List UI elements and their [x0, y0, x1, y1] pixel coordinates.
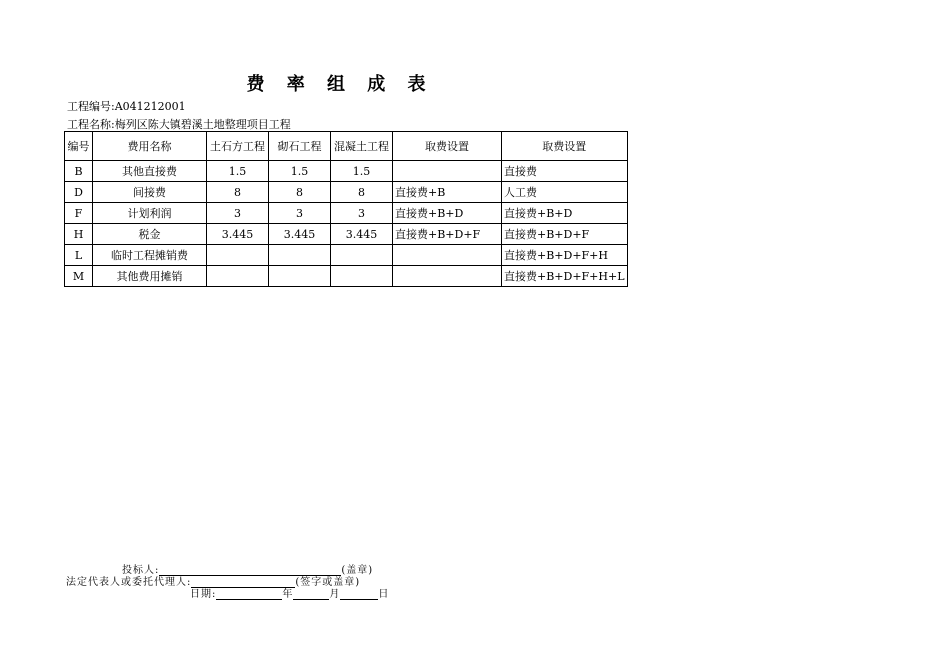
- cell-fee1: [393, 245, 502, 266]
- cell-code: D: [65, 182, 93, 203]
- project-name: 工程名称:梅列区陈大镇碧溪土地整理项目工程: [67, 118, 291, 131]
- day-blank: [340, 589, 378, 600]
- table-row: [65, 182, 628, 203]
- cell-earth: 8: [207, 182, 269, 203]
- date-line: [190, 585, 389, 600]
- table-row: [65, 161, 628, 182]
- header-code: 编号: [65, 132, 93, 161]
- cell-fee2: 直接费+B+D+F+H: [502, 245, 628, 266]
- cell-masonry: 3: [269, 203, 331, 224]
- cell-fee2: 直接费: [502, 161, 628, 182]
- cell-concrete: [331, 266, 393, 287]
- cell-fee2: 直接费+B+D+F: [502, 224, 628, 245]
- table-row: [65, 245, 628, 266]
- representative-note: (签字或盖章): [295, 577, 361, 588]
- header-fee-setting-1: 取费设置: [393, 132, 502, 161]
- cell-code: L: [65, 245, 93, 266]
- header-fee-setting-2: 取费设置: [502, 132, 628, 161]
- header-concrete: 混凝土工程: [331, 132, 393, 161]
- table-row: [65, 203, 628, 224]
- header-name: 费用名称: [93, 132, 207, 161]
- header-earth: 土石方工程: [207, 132, 269, 161]
- bidder-label: 投标人:: [122, 565, 160, 576]
- cell-earth: [207, 245, 269, 266]
- cell-fee1: [393, 266, 502, 287]
- cell-masonry: 8: [269, 182, 331, 203]
- cell-name: 其他费用摊销: [93, 266, 207, 287]
- cell-concrete: 1.5: [331, 161, 393, 182]
- cell-concrete: 3.445: [331, 224, 393, 245]
- cell-concrete: 8: [331, 182, 393, 203]
- cell-masonry: [269, 245, 331, 266]
- cell-code: B: [65, 161, 93, 182]
- cell-masonry: 1.5: [269, 161, 331, 182]
- cell-earth: 1.5: [207, 161, 269, 182]
- cell-masonry: 3.445: [269, 224, 331, 245]
- cell-fee1: 直接费+B+D: [393, 203, 502, 224]
- cell-earth: [207, 266, 269, 287]
- cell-name: 税金: [93, 224, 207, 245]
- month-blank: [293, 589, 329, 600]
- year-blank: [216, 589, 282, 600]
- cell-code: H: [65, 224, 93, 245]
- fee-rate-table: [64, 131, 628, 287]
- month-label: 月: [329, 589, 341, 600]
- year-label: 年: [282, 589, 294, 600]
- day-label: 日: [378, 589, 390, 600]
- cell-concrete: [331, 245, 393, 266]
- table-row: [65, 266, 628, 287]
- cell-fee1: 直接费+B+D+F: [393, 224, 502, 245]
- cell-code: F: [65, 203, 93, 224]
- cell-name: 临时工程摊销费: [93, 245, 207, 266]
- cell-name: 其他直接费: [93, 161, 207, 182]
- page-title: 费 率 组 成 表: [246, 74, 434, 95]
- cell-earth: 3.445: [207, 224, 269, 245]
- cell-fee1: 直接费+B: [393, 182, 502, 203]
- table-header-row: [65, 132, 628, 161]
- table-row: [65, 224, 628, 245]
- bidder-note: (盖章): [341, 565, 374, 576]
- cell-fee2: 人工费: [502, 182, 628, 203]
- cell-code: M: [65, 266, 93, 287]
- representative-label: 法定代表人或委托代理人:: [66, 577, 192, 588]
- cell-concrete: 3: [331, 203, 393, 224]
- cell-fee2: 直接费+B+D: [502, 203, 628, 224]
- cell-fee1: [393, 161, 502, 182]
- cell-fee2: 直接费+B+D+F+H+L: [502, 266, 628, 287]
- header-masonry: 砌石工程: [269, 132, 331, 161]
- cell-name: 计划利润: [93, 203, 207, 224]
- cell-masonry: [269, 266, 331, 287]
- project-code: 工程编号:A041212001: [67, 100, 186, 113]
- cell-earth: 3: [207, 203, 269, 224]
- date-label: 日期:: [190, 589, 217, 600]
- cell-name: 间接费: [93, 182, 207, 203]
